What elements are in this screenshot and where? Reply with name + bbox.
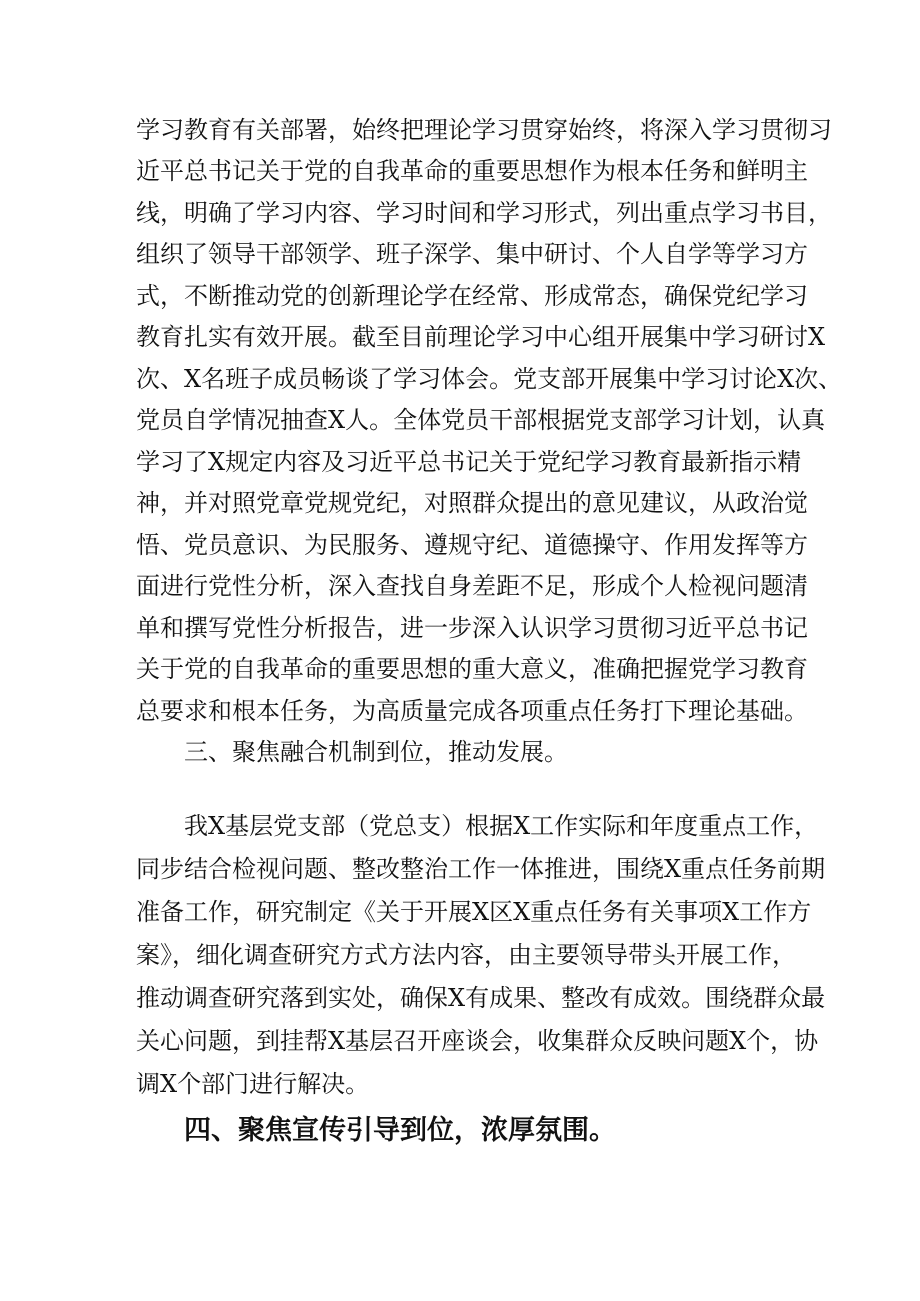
paragraph-line: 次、X名班子成员畅谈了学习体会。党支部开展集中学习讨论X次、 [136,365,843,393]
paragraph-line: 线，明确了学习内容、学习时间和学习形式，列出重点学习书目， [136,199,832,227]
paragraph-line: 单和撰写党性分析报告，进一步深入认识学习贯彻习近平总书记 [136,614,808,642]
paragraph-line: 式，不断推动党的创新理论学在经常、形成常态，确保党纪学习 [136,282,808,310]
paragraph-line: 推动调查研究落到实处，确保X有成果、整改有成效。围绕群众最 [136,984,826,1012]
paragraph-line: 教育扎实有效开展。截至目前理论学习中心组开展集中学习研讨X [136,323,826,351]
paragraph-line: 面进行党性分析，深入查找自身差距不足，形成个人检视问题清 [136,572,808,600]
paragraph-line: 近平总书记关于党的自我革命的重要思想作为根本任务和鲜明主 [136,157,808,185]
paragraph-line: 党员自学情况抽查X人。全体党员干部根据党支部学习计划，认真 [136,406,826,434]
heading-text: 四、聚焦宣传引导到位，浓厚氛围。 [184,1115,616,1146]
paragraph-line: 组织了领导干部领学、班子深学、集中研讨、个人自学等学习方 [136,240,808,268]
heading-text: 三、聚焦融合机制到位，推动发展。 [184,738,568,766]
paragraph-line: 案》，细化调查研究方式方法内容，由主要领导带头开展工作， [136,941,796,969]
paragraph-line: 我X基层党支部（党总支）根据X工作实际和年度重点工作， [184,812,819,840]
paragraph-line: 关于党的自我革命的重要思想的重大意义，准确把握党学习教育 [136,655,808,683]
paragraph-line: 神，并对照党章党规党纪，对照群众提出的意见建议，从政治觉 [136,489,808,517]
paragraph-line: 悟、党员意识、为民服务、遵规守纪、道德操守、作用发挥等方 [136,531,808,559]
paragraph-line: 学习教育有关部署，始终把理论学习贯穿始终，将深入学习贯彻习 [136,116,832,144]
paragraph-line: 同步结合检视问题、整改整治工作一体推进，围绕X重点任务前期 [136,855,826,883]
paragraph-line: 学习了X规定内容及习近平总书记关于党纪学习教育最新指示精 [136,448,802,476]
paragraph-line: 总要求和根本任务，为高质量完成各项重点任务打下理论基础。 [136,697,808,725]
paragraph-line: 关心问题，到挂帮X基层召开座谈会，收集群众反映问题X个，协 [136,1027,819,1055]
paragraph-line: 调X个部门进行解决。 [136,1070,370,1098]
paragraph-line: 准备工作，研究制定《关于开展X区X重点任务有关事项X工作方 [136,898,812,926]
